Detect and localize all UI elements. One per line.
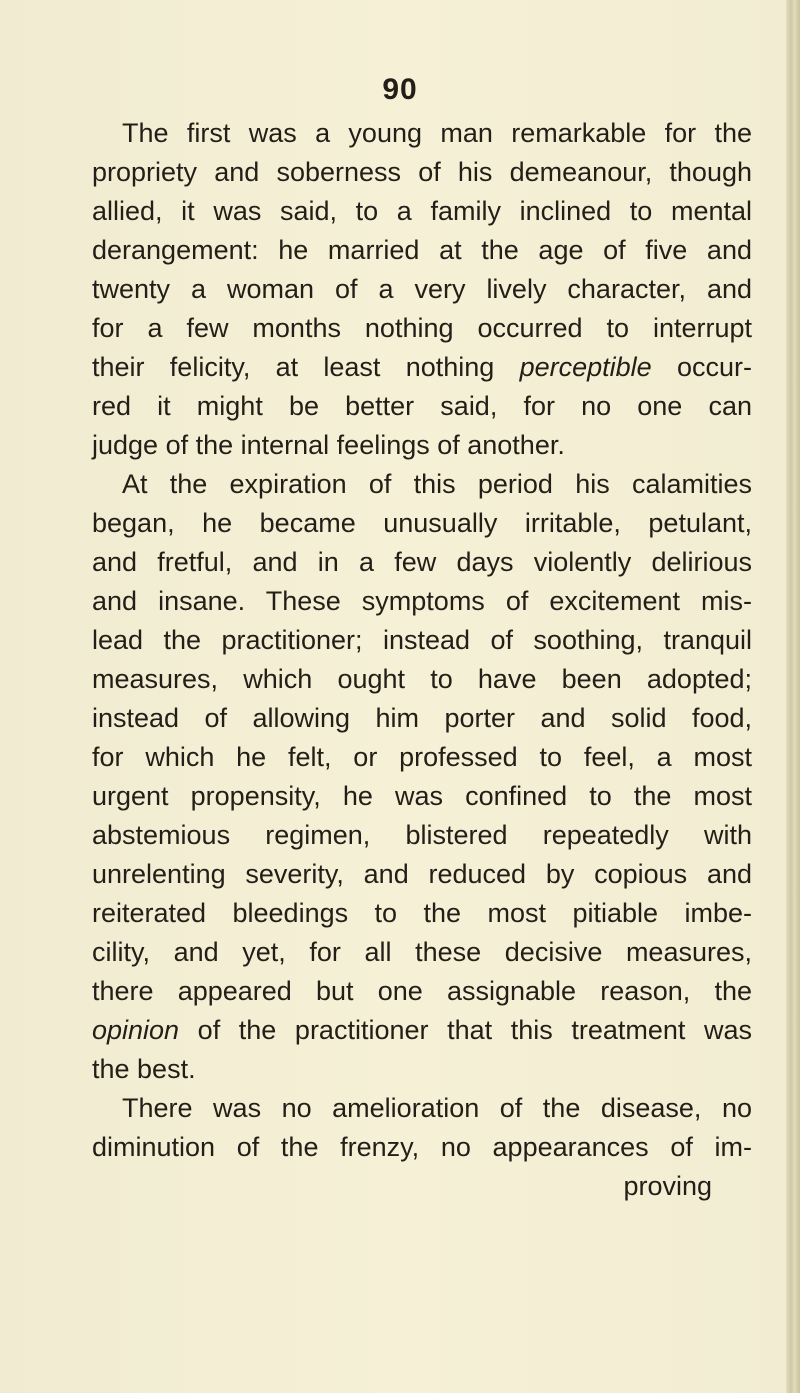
text-run: occur- xyxy=(651,352,752,382)
text-line: There was no amelioration of the disease, no xyxy=(122,1093,752,1123)
page-number: 90 xyxy=(382,73,418,106)
text-line: began, he became unusually irritable, petulant, xyxy=(92,508,752,538)
text-line: twenty a woman of a very lively character, and xyxy=(92,274,752,304)
italic-word: opinion xyxy=(92,1015,180,1045)
text-line: there appeared but one assignable reason, the xyxy=(92,976,752,1006)
text-line: reiterated bleedings to the most pitiable imbe- xyxy=(92,898,752,928)
catchword: proving xyxy=(623,1171,712,1201)
text-run: their felicity, at least nothing xyxy=(92,352,520,382)
text-line: lead the practitioner; instead of soothing, tranquil xyxy=(92,625,752,655)
text-line: allied, it was said, to a family inclined to mental xyxy=(92,196,752,226)
text-line: diminution of the frenzy, no appearances of im- xyxy=(92,1132,752,1162)
page-edge xyxy=(786,0,800,1393)
text-line: and insane. These symptoms of excitement mis- xyxy=(92,586,752,616)
text-line: for a few months nothing occurred to interrupt xyxy=(92,313,752,343)
text-line: propriety and soberness of his demeanour, though xyxy=(92,157,752,187)
text-line: measures, which ought to have been adopted; xyxy=(92,664,752,694)
text-line: red it might be better said, for no one can xyxy=(92,391,752,421)
text-line: urgent propensity, he was confined to the most xyxy=(92,781,752,811)
text-line: cility, and yet, for all these decisive measures, xyxy=(92,937,752,967)
text-line: At the expiration of this period his calamities xyxy=(122,469,752,499)
text-line: The first was a young man remarkable for the xyxy=(122,118,752,148)
text-line: unrelenting severity, and reduced by copious and xyxy=(92,859,752,889)
text-line: judge of the internal feelings of another. xyxy=(92,430,565,460)
text-line: derangement: he married at the age of five and xyxy=(92,235,752,265)
text-line: the best. xyxy=(92,1054,196,1084)
text-line: for which he felt, or professed to feel, a most xyxy=(92,742,752,772)
text-line xyxy=(92,348,752,387)
text-line xyxy=(92,1011,752,1050)
italic-word: perceptible xyxy=(519,352,652,382)
text-line: and fretful, and in a few days violently delirious xyxy=(92,547,752,577)
text-line: instead of allowing him porter and solid food, xyxy=(92,703,752,733)
text-run: of the practitioner that this treatment was xyxy=(179,1015,752,1045)
text-line: abstemious regimen, blistered repeatedly with xyxy=(92,820,752,850)
body-text xyxy=(92,114,752,1206)
